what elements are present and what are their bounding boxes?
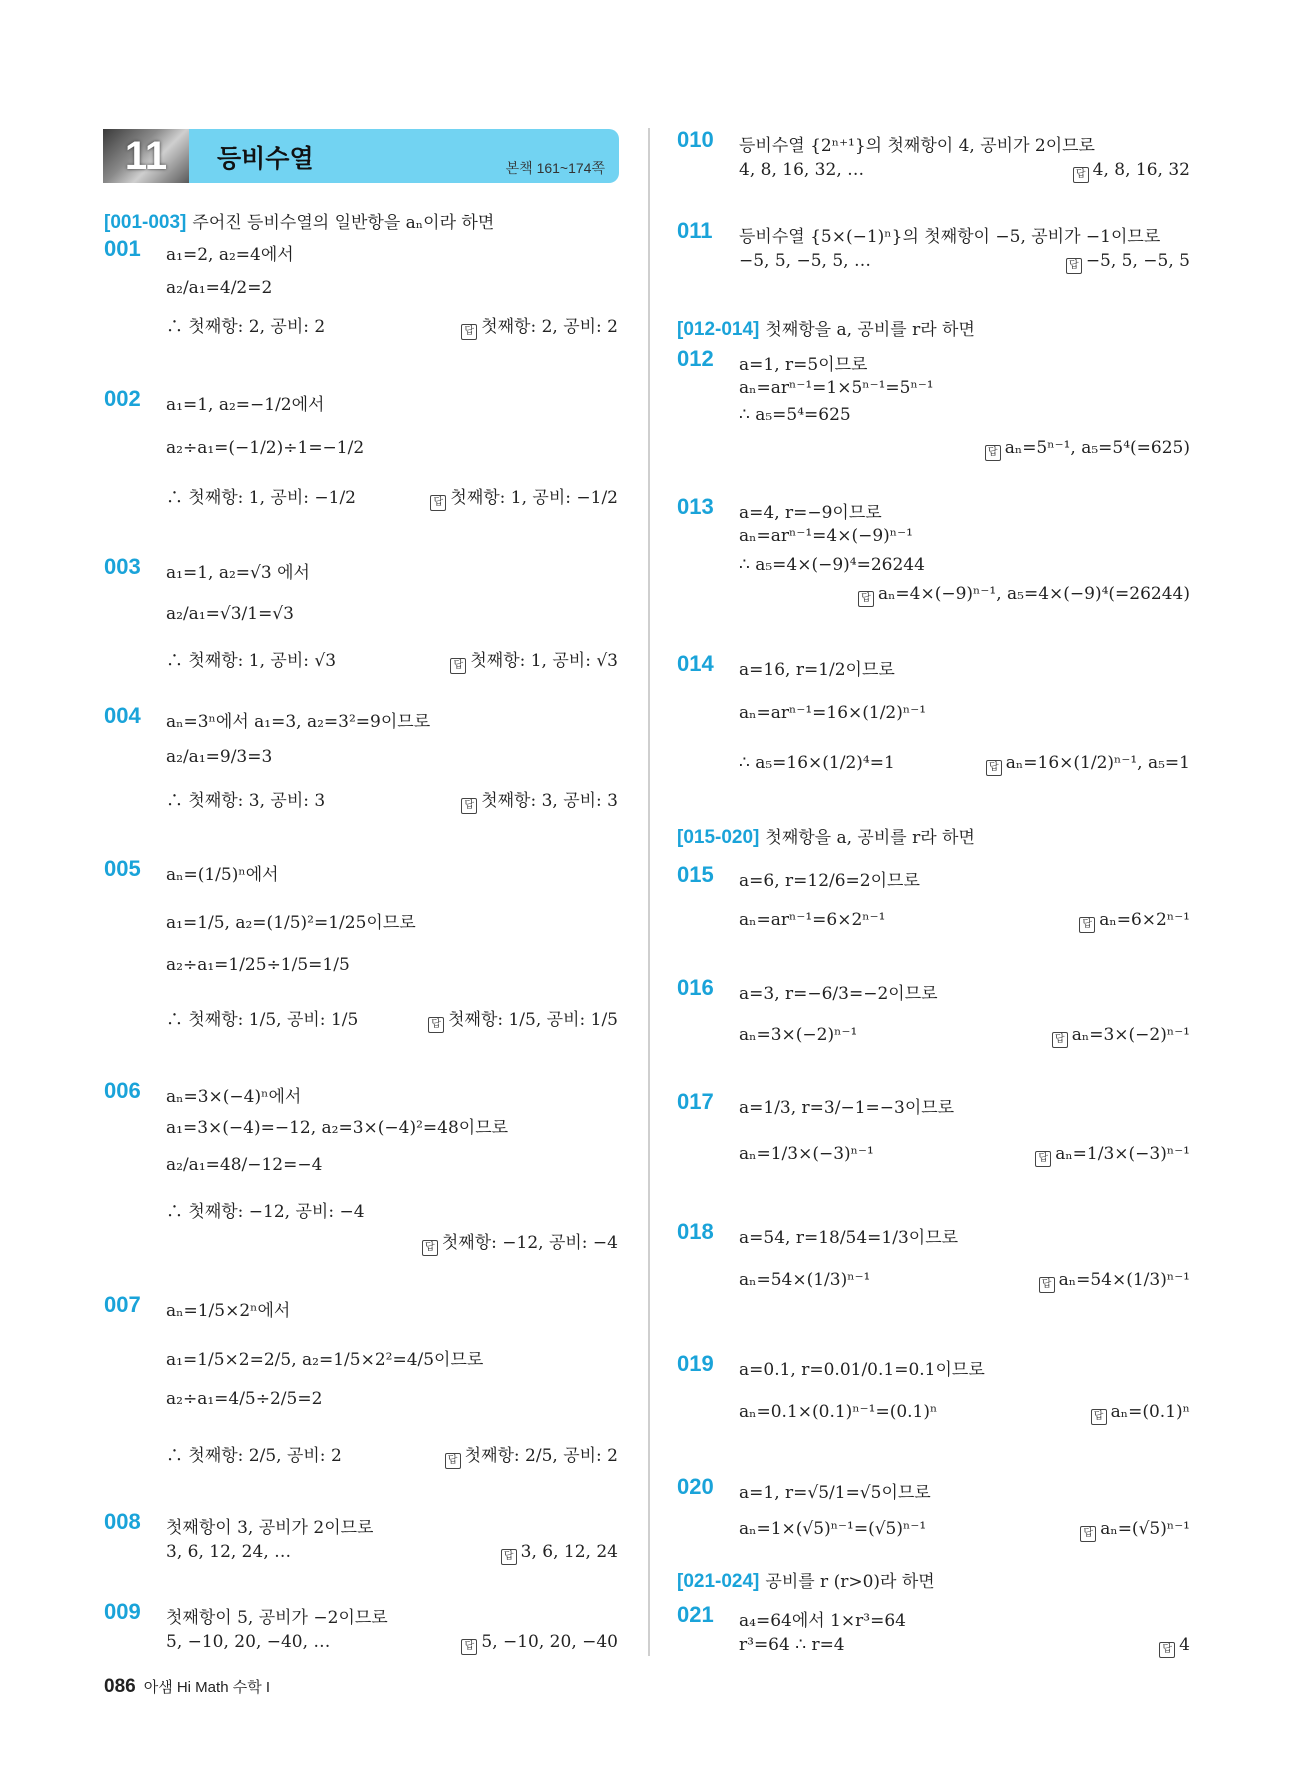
- answer: [1039, 1270, 1190, 1293]
- solution-line: a=4, r=−9이므로: [739, 503, 882, 523]
- answer-text: aₙ=(√5)ⁿ⁻¹: [1100, 1519, 1190, 1539]
- answer-text: −5, 5, −5, 5: [1085, 251, 1190, 271]
- answer: [1079, 910, 1190, 933]
- problem-number: 011: [677, 218, 713, 243]
- answer-mark-icon: 답: [445, 1453, 461, 1469]
- answer: [461, 312, 618, 340]
- solution-line: 4, 8, 16, 32, …: [739, 160, 865, 180]
- answer-mark-icon: 답: [985, 445, 1001, 461]
- solution-line: −5, 5, −5, 5, …: [739, 251, 871, 271]
- problem-number: 012: [677, 346, 714, 371]
- answer-text: aₙ=3×(−2)ⁿ⁻¹: [1071, 1025, 1190, 1045]
- answer: [428, 1005, 618, 1033]
- solution-line: a₂÷a₁=4/5÷2/5=2: [166, 1389, 323, 1409]
- solution-line: aₙ=1×(√5)ⁿ⁻¹=(√5)ⁿ⁻¹: [739, 1519, 927, 1539]
- book-title: 아샘 Hi Math 수학 I: [143, 1679, 271, 1696]
- answer-text: 첫째항: 1/5, 공비: 1/5: [448, 1010, 618, 1030]
- solution-line: ∴ a₅=16×(1/2)⁴=1: [739, 753, 895, 773]
- answer-mark-icon: 답: [1052, 1032, 1068, 1048]
- solution-line: ∴ 첫째항: 2/5, 공비: 2: [166, 1446, 342, 1466]
- answer-text: 4: [1179, 1635, 1190, 1655]
- answer: [985, 438, 1190, 461]
- problem-number: 010: [677, 127, 714, 152]
- problem-number: 018: [677, 1219, 714, 1244]
- solution-line: ∴ 첫째항: −12, 공비: −4: [166, 1202, 365, 1222]
- answer: [1052, 1025, 1190, 1048]
- answer: [501, 1542, 618, 1565]
- answer-mark-icon: 답: [501, 1549, 517, 1565]
- problem-number: 016: [677, 975, 714, 1000]
- answer-mark-icon: 답: [1039, 1277, 1055, 1293]
- answer-text: aₙ=54×(1/3)ⁿ⁻¹: [1058, 1270, 1190, 1290]
- solution-line: a₁=1/5×2=2/5, a₂=1/5×2²=4/5이므로: [166, 1350, 484, 1370]
- solution-line: a₁=1/5, a₂=(1/5)²=1/25이므로: [166, 913, 416, 933]
- answer: [1091, 1402, 1190, 1425]
- answer: [445, 1441, 618, 1469]
- solution-line: a₁=1, a₂=−1/2에서: [166, 395, 325, 415]
- solution-line: 첫째항이 5, 공비가 −2이므로: [166, 1608, 388, 1628]
- answer-mark-icon: 답: [461, 798, 477, 814]
- solution-line: aₙ=0.1×(0.1)ⁿ⁻¹=(0.1)ⁿ: [739, 1402, 938, 1422]
- answer-text: 첫째항: 3, 공비: 3: [481, 791, 618, 811]
- solution-line: ∴ 첫째항: 1, 공비: √3: [166, 651, 337, 671]
- solution-line: 등비수열 {5×(−1)ⁿ}의 첫째항이 −5, 공비가 −1이므로: [739, 227, 1161, 247]
- section-header: [012-014] 첫째항을 a, 공비를 r라 하면: [677, 319, 975, 340]
- answer: [450, 646, 618, 674]
- solution-line: ∴ 첫째항: 1/5, 공비: 1/5: [166, 1010, 359, 1030]
- solution-line: a=0.1, r=0.01/0.1=0.1이므로: [739, 1360, 985, 1380]
- solution-line: a₂/a₁=48/−12=−4: [166, 1155, 323, 1175]
- answer-text: aₙ=(0.1)ⁿ: [1110, 1402, 1190, 1422]
- solution-line: a₁=1, a₂=√3 에서: [166, 563, 310, 583]
- answer-text: aₙ=4×(−9)ⁿ⁻¹, a₅=4×(−9)⁴(=26244): [877, 584, 1190, 604]
- answer-text: 첫째항: 2/5, 공비: 2: [464, 1446, 618, 1466]
- solution-line: 5, −10, 20, −40, …: [166, 1632, 331, 1652]
- answer: [1035, 1144, 1190, 1167]
- solution-line: aₙ=1/5×2ⁿ에서: [166, 1301, 291, 1321]
- problem-number: 021: [677, 1602, 714, 1627]
- answer-text: aₙ=16×(1/2)ⁿ⁻¹, a₅=1: [1005, 753, 1190, 773]
- problem-number: 002: [104, 386, 141, 411]
- answer: [461, 1632, 618, 1655]
- solution-line: 등비수열 {2ⁿ⁺¹}의 첫째항이 4, 공비가 2이므로: [739, 136, 1095, 156]
- chapter-title: 등비수열: [217, 145, 314, 173]
- chapter-photo: [103, 129, 189, 183]
- problem-number: 019: [677, 1351, 714, 1376]
- answer: [1066, 251, 1190, 274]
- problem-number: 014: [677, 651, 714, 676]
- answer-text: 첫째항: −12, 공비: −4: [441, 1233, 618, 1253]
- solution-line: a=1/3, r=3/−1=−3이므로: [739, 1098, 955, 1118]
- answer: [986, 753, 1190, 776]
- solution-line: a=1, r=5이므로: [739, 355, 868, 375]
- answer-mark-icon: 답: [1079, 917, 1095, 933]
- chapter-number: 11: [124, 133, 168, 178]
- answer-text: aₙ=6×2ⁿ⁻¹: [1099, 910, 1190, 930]
- answer: [461, 786, 618, 814]
- answer-text: aₙ=5ⁿ⁻¹, a₅=5⁴(=625): [1004, 438, 1190, 458]
- problem-number: 001: [104, 236, 141, 261]
- solution-line: a₄=64에서 1×r³=64: [739, 1611, 906, 1631]
- answer-mark-icon: 답: [430, 495, 446, 511]
- solution-line: a₂/a₁=4/2=2: [166, 278, 273, 298]
- answer: [422, 1228, 618, 1256]
- answer-text: 첫째항: 1, 공비: √3: [470, 651, 618, 671]
- solution-line: aₙ=arⁿ⁻¹=4×(−9)ⁿ⁻¹: [739, 526, 913, 546]
- answer-mark-icon: 답: [450, 658, 466, 674]
- answer-text: aₙ=1/3×(−3)ⁿ⁻¹: [1055, 1144, 1190, 1164]
- solution-line: ∴ 첫째항: 2, 공비: 2: [166, 317, 326, 337]
- solution-line: aₙ=arⁿ⁻¹=1×5ⁿ⁻¹=5ⁿ⁻¹: [739, 378, 934, 398]
- problem-number: 020: [677, 1474, 714, 1499]
- answer-mark-icon: 답: [428, 1017, 444, 1033]
- problem-number: 008: [104, 1509, 141, 1534]
- problem-number: 005: [104, 856, 141, 881]
- problem-number: 007: [104, 1292, 141, 1317]
- section-header: [001-003] 주어진 등비수열의 일반항을 aₙ이라 하면: [104, 212, 495, 233]
- answer-text: 첫째항: 2, 공비: 2: [481, 317, 618, 337]
- solution-line: aₙ=arⁿ⁻¹=16×(1/2)ⁿ⁻¹: [739, 703, 927, 723]
- solution-line: aₙ=3×(−2)ⁿ⁻¹: [739, 1025, 858, 1045]
- chapter-banner: [103, 129, 619, 183]
- answer-text: 첫째항: 1, 공비: −1/2: [450, 488, 618, 508]
- answer-mark-icon: 답: [1091, 1409, 1107, 1425]
- solution-line: a=6, r=12/6=2이므로: [739, 871, 920, 891]
- solution-line: a₂÷a₁=1/25÷1/5=1/5: [166, 955, 350, 975]
- answer-mark-icon: 답: [1080, 1526, 1096, 1542]
- answer-mark-icon: 답: [461, 1639, 477, 1655]
- section-header: [021-024] 공비를 r (r>0)라 하면: [677, 1571, 935, 1592]
- answer-mark-icon: 답: [1159, 1642, 1175, 1658]
- problem-number: 004: [104, 703, 141, 728]
- solution-line: a=1, r=√5/1=√5이므로: [739, 1483, 931, 1503]
- problem-number: 009: [104, 1599, 141, 1624]
- problem-number: 015: [677, 862, 714, 887]
- solution-line: aₙ=(1/5)ⁿ에서: [166, 865, 279, 885]
- answer: [1159, 1635, 1190, 1658]
- column-divider: [648, 128, 650, 1656]
- answer-mark-icon: 답: [1066, 258, 1082, 274]
- problem-number: 013: [677, 494, 714, 519]
- solution-line: ∴ a₅=5⁴=625: [739, 405, 851, 425]
- answer-mark-icon: 답: [461, 324, 477, 340]
- problem-number: 017: [677, 1089, 714, 1114]
- answer-text: 4, 8, 16, 32: [1092, 160, 1190, 180]
- answer: [430, 483, 618, 511]
- page-number: 086: [104, 1676, 136, 1697]
- solution-line: a₂÷a₁=(−1/2)÷1=−1/2: [166, 438, 365, 458]
- solution-line: aₙ=54×(1/3)ⁿ⁻¹: [739, 1270, 871, 1290]
- solution-line: a₁=3×(−4)=−12, a₂=3×(−4)²=48이므로: [166, 1118, 509, 1138]
- section-header: [015-020] 첫째항을 a, 공비를 r라 하면: [677, 827, 975, 848]
- problem-number: 006: [104, 1078, 141, 1103]
- solution-line: a=16, r=1/2이므로: [739, 660, 895, 680]
- solution-line: a₁=2, a₂=4에서: [166, 245, 294, 265]
- solution-line: a₂/a₁=9/3=3: [166, 747, 273, 767]
- answer: [858, 584, 1190, 607]
- answer-mark-icon: 답: [1035, 1151, 1051, 1167]
- solution-line: a=3, r=−6/3=−2이므로: [739, 984, 938, 1004]
- solution-line: r³=64 ∴ r=4: [739, 1635, 845, 1655]
- answer-mark-icon: 답: [986, 760, 1002, 776]
- answer-mark-icon: 답: [1073, 167, 1089, 183]
- problem-number: 003: [104, 554, 141, 579]
- solution-line: ∴ 첫째항: 1, 공비: −1/2: [166, 488, 357, 508]
- solution-line: ∴ 첫째항: 3, 공비: 3: [166, 791, 326, 811]
- solution-line: aₙ=3×(−4)ⁿ에서: [166, 1087, 302, 1107]
- solution-line: aₙ=3ⁿ에서 a₁=3, a₂=3²=9이므로: [166, 712, 431, 732]
- answer: [1080, 1519, 1190, 1542]
- answer-mark-icon: 답: [422, 1240, 438, 1256]
- answer-mark-icon: 답: [858, 591, 874, 607]
- answer-text: 3, 6, 12, 24: [520, 1542, 618, 1562]
- solution-line: aₙ=arⁿ⁻¹=6×2ⁿ⁻¹: [739, 910, 886, 930]
- solution-line: ∴ a₅=4×(−9)⁴=26244: [739, 555, 925, 575]
- solution-line: 3, 6, 12, 24, …: [166, 1542, 292, 1562]
- textbook-reference: 본책 161~174쪽: [505, 160, 605, 176]
- solution-line: a=54, r=18/54=1/3이므로: [739, 1228, 959, 1248]
- page-footer: [104, 1676, 270, 1698]
- answer: [1073, 160, 1190, 183]
- solution-line: 첫째항이 3, 공비가 2이므로: [166, 1518, 374, 1538]
- solution-line: aₙ=1/3×(−3)ⁿ⁻¹: [739, 1144, 874, 1164]
- solution-line: a₂/a₁=√3/1=√3: [166, 604, 294, 624]
- answer-text: 5, −10, 20, −40: [481, 1632, 618, 1652]
